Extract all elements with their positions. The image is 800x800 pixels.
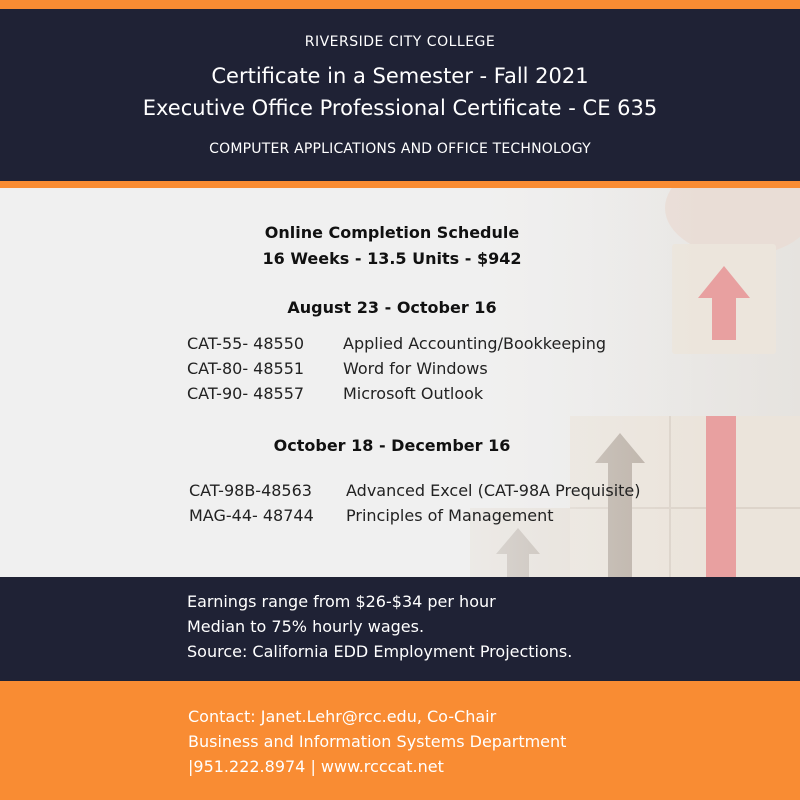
wage-info-band — [0, 577, 800, 681]
department-name: COMPUTER APPLICATIONS AND OFFICE TECHNOLOGY — [209, 141, 591, 157]
schedule-title: Online Completion Schedule — [264, 223, 520, 242]
course-name: Applied Accounting/Bookkeeping — [343, 334, 607, 353]
middle-orange-stripe — [0, 181, 800, 188]
top-orange-stripe — [0, 0, 800, 9]
term-1-dates: August 23 - October 16 — [287, 298, 497, 317]
term-2-dates: October 18 - December 16 — [273, 436, 511, 455]
course-code: CAT-55- 48550 — [187, 334, 305, 353]
wage-line: Earnings range from $26-$34 per hour — [187, 592, 496, 611]
course-code: CAT-80- 48551 — [187, 359, 305, 378]
course-code: MAG-44- 48744 — [189, 506, 314, 525]
course-name: Microsoft Outlook — [343, 384, 484, 403]
header-banner — [0, 9, 800, 181]
certificate-title-line2: Executive Office Professional Certificate - CE 635 — [142, 96, 658, 120]
course-code: CAT-90- 48557 — [187, 384, 305, 403]
contact-phone-web-line: |951.222.8974 | www.rcccat.net — [188, 757, 444, 776]
contact-email-line: Contact: Janet.Lehr@rcc.edu, Co-Chair — [188, 707, 497, 726]
wage-line: Source: California EDD Employment Projections. — [187, 642, 573, 661]
course-name: Advanced Excel (CAT-98A Prequisite) — [346, 481, 641, 500]
college-name: RIVERSIDE CITY COLLEGE — [304, 34, 496, 50]
schedule-subtitle: 16 Weeks - 13.5 Units - $942 — [262, 249, 522, 268]
certificate-title-line1: Certificate in a Semester - Fall 2021 — [211, 64, 589, 88]
course-name: Principles of Management — [346, 506, 554, 525]
contact-band — [0, 681, 800, 800]
course-name: Word for Windows — [343, 359, 488, 378]
wage-line: Median to 75% hourly wages. — [187, 617, 425, 636]
course-code: CAT-98B-48563 — [189, 481, 312, 500]
contact-department-line: Business and Information Systems Department — [188, 732, 567, 751]
